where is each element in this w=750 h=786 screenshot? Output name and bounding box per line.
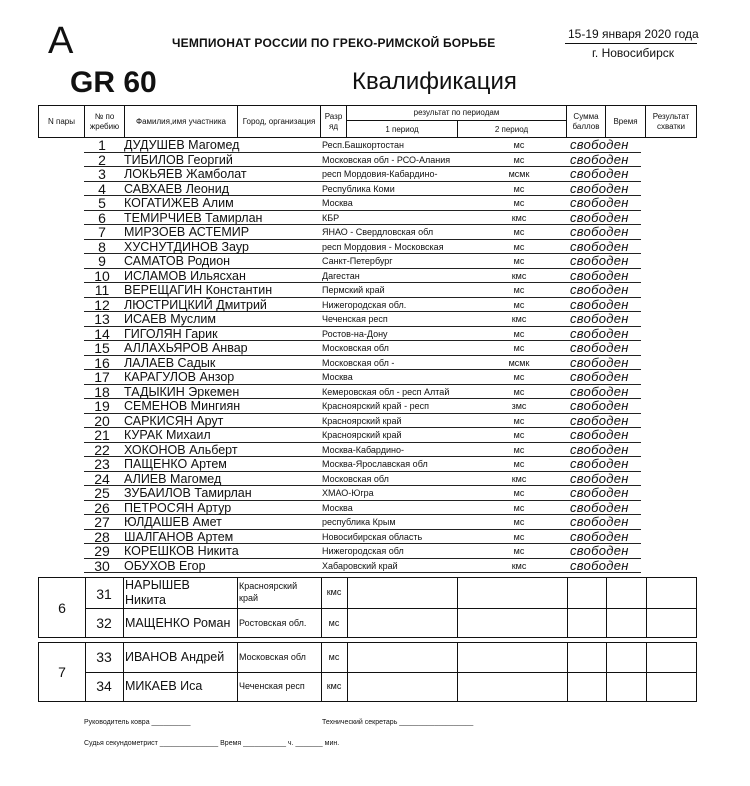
draw-no: 3 [98, 166, 106, 182]
participant-name: ЗУБАИЛОВ Тамирлан [124, 486, 252, 500]
dates-underline [565, 43, 697, 44]
participant-name: СЕМЕНОВ Мингиян [124, 399, 241, 413]
table-row [84, 298, 641, 313]
draw-no: 23 [94, 456, 110, 472]
status-free: свободен [570, 311, 629, 326]
draw-no: 12 [94, 296, 110, 313]
pair-group-6 [38, 577, 697, 638]
table-row [84, 414, 641, 429]
participant-name: ШАЛГАНОВ Артем [124, 529, 234, 544]
participant-city: Москва-Ярославская обл [322, 459, 428, 469]
status-free: свободен [570, 137, 629, 152]
status-free: свободен [570, 180, 629, 196]
status-free: свободен [570, 354, 629, 370]
periods-label: результат по периодам [347, 106, 566, 121]
participant-name: ХУСНУТДИНОВ Заур [124, 239, 249, 254]
status-free: свободен [570, 369, 629, 384]
status-free: свободен [570, 485, 629, 500]
participant-name: ТИБИЛОВ Георгий [124, 152, 233, 167]
table-row [84, 283, 641, 298]
draw-no: 19 [94, 398, 110, 414]
status-free: свободен [570, 209, 629, 225]
draw-no: 11 [94, 282, 110, 298]
event-city: г. Новосибирск [592, 46, 675, 60]
mat-head-signature: Руководитель ковра __________ [84, 719, 191, 726]
table-row [84, 428, 641, 443]
draw-no: 17 [94, 369, 110, 385]
draw-no: 13 [94, 311, 110, 327]
participant-city: Ростовская обл. [239, 618, 307, 628]
participant-name: ДУДУШЕВ Магомед [124, 138, 240, 152]
participant-name: КОГАТИЖЕВ Алим [124, 196, 234, 210]
participant-rank: мс [328, 618, 340, 628]
participant-city: республика Крым [322, 517, 396, 527]
draw-no: 34 [96, 678, 112, 694]
participant-rank: мс [513, 415, 525, 426]
draw-no: 26 [94, 499, 110, 516]
draw-no: 29 [94, 543, 110, 559]
participant-rank: мс [513, 183, 525, 194]
participant-city: Республика Коми [322, 183, 395, 194]
event-dates: 15-19 января 2020 года [568, 27, 699, 41]
participant-name: ИВАНОВ Андрей [125, 650, 225, 664]
participant-rank: кмс [511, 314, 527, 324]
participant-city: Московская обл [239, 652, 306, 662]
participant-rank: кмс [511, 212, 527, 223]
participant-name: АЛЛАХЬЯРОВ Анвар [124, 341, 248, 355]
participant-name: САРКИСЯН Арут [124, 413, 224, 428]
status-free: свободен [570, 427, 629, 442]
status-free: свободен [570, 383, 629, 399]
status-free: свободен [570, 514, 629, 529]
participant-rank: мс [328, 652, 340, 662]
participant-city: Хабаровский край [322, 560, 398, 571]
participant-name: ИСАЕВ Муслим [124, 312, 217, 326]
participant-city: респ Мордовия - Московская [322, 241, 444, 252]
participant-city: Красноярский край [322, 415, 402, 426]
draw-no: 33 [96, 649, 112, 665]
table-row [84, 356, 641, 371]
draw-no: 20 [94, 412, 110, 429]
table-row [84, 385, 641, 400]
draw-no: 25 [94, 485, 110, 501]
participant-rank: мс [513, 154, 525, 165]
draw-no: 15 [94, 340, 110, 356]
draw-no: 28 [94, 528, 110, 545]
col-periods [347, 106, 567, 137]
pair-group-7 [38, 642, 697, 702]
participant-name: ЮЛДАШЕВ Амет [124, 515, 222, 529]
col-sum: Сумма баллов [567, 106, 606, 137]
participant-city: Московская обл - [322, 357, 395, 368]
participant-rank: мсмк [508, 357, 530, 368]
tech-secretary-signature: Технический секретарь ___________________ [322, 719, 474, 726]
judge-time-line: Судья секундометрист _______________ Время ___________ ч. _______ мин. [84, 740, 340, 747]
status-free: свободен [570, 238, 629, 254]
participant-city: Кемеровская обл - респ Алтай [322, 386, 450, 397]
participant-city: Дагестан [322, 270, 360, 281]
draw-no: 32 [96, 615, 112, 631]
participant-rank: мс [513, 459, 525, 469]
table-row [84, 530, 641, 545]
status-free: свободен [570, 412, 629, 428]
draw-no: 5 [98, 195, 106, 211]
col-pair: N пары [39, 106, 85, 137]
participant-rank: мс [513, 328, 525, 339]
status-free: свободен [570, 282, 629, 297]
participant-name: ГИГОЛЯН Гарик [124, 326, 218, 341]
table-row [84, 138, 641, 153]
participant-rank: мс [513, 140, 525, 150]
participant-rank: мс [513, 198, 525, 208]
status-free: свободен [570, 267, 629, 283]
draw-no: 16 [94, 354, 110, 371]
participant-rank: мс [513, 285, 525, 295]
participant-rank: мс [513, 227, 525, 237]
pair-number: 7 [39, 643, 86, 701]
participant-rank: мс [513, 430, 525, 440]
col-period-2: 2 период [494, 124, 529, 134]
draw-no: 22 [94, 441, 110, 458]
participant-rank: мс [513, 444, 525, 455]
participant-rank: мс [513, 502, 525, 513]
draw-no: 30 [94, 557, 110, 574]
status-free: свободен [570, 224, 629, 239]
status-free: свободен [570, 528, 629, 544]
participant-rank: мс [513, 241, 525, 252]
participant-city: Красноярский [239, 581, 298, 591]
participant-name: ТЕМИРЧИЕВ Тамирлан [124, 210, 263, 225]
table-row [84, 225, 641, 240]
participant-rank: кмс [511, 270, 527, 281]
participant-name: ЛАЛАЕВ Садык [124, 355, 216, 370]
participant-name: ПАЩЕНКО Артем [124, 457, 227, 471]
col-rank: Разр яд [321, 106, 347, 137]
participant-name: МИКАЕВ Иса [125, 679, 203, 693]
weight-category: GR 60 [70, 66, 157, 99]
participant-city: Санкт-Петербург [322, 256, 393, 266]
status-free: свободен [570, 195, 629, 210]
participant-rank: мс [513, 546, 525, 556]
draw-no: 10 [94, 267, 110, 284]
participant-name: ХОКОНОВ Альберт [124, 442, 238, 457]
participant-rank: мсмк [508, 169, 530, 179]
draw-no: 7 [98, 224, 106, 240]
table-row [84, 167, 641, 182]
participant-city: Москва [322, 502, 353, 513]
participant-city: ХМАО-Югра [322, 488, 374, 498]
table-row [84, 486, 641, 501]
status-free: свободен [570, 253, 629, 268]
table-row [84, 312, 641, 327]
table-row [84, 254, 641, 269]
draw-no: 14 [94, 325, 110, 342]
participant-rank: кмс [326, 587, 342, 597]
status-free: свободен [570, 456, 629, 471]
participant-city: Московская обл [322, 343, 389, 353]
participant-city: Нижегородская обл [322, 546, 404, 556]
col-period-1: 1 период [347, 121, 458, 137]
participant-city: Пермский край [322, 285, 385, 295]
participant-name: ОБУХОВ Егор [124, 558, 206, 573]
table-row [84, 544, 641, 559]
participant-firstname: Никита [125, 593, 166, 607]
participant-name: САВХАЕВ Леонид [124, 181, 229, 196]
participant-city: Москва [322, 372, 353, 382]
participant-city: Новосибирская область [322, 531, 423, 542]
draw-no: 18 [94, 383, 110, 400]
participant-name: ВЕРЕЩАГИН Константин [124, 283, 273, 297]
participant-city: Красноярский край - респ [322, 401, 429, 411]
table-row [84, 196, 641, 211]
participant-rank: кмс [326, 681, 342, 691]
table-row [84, 443, 641, 458]
participant-name: КАРАГУЛОВ Анзор [124, 370, 235, 384]
participant-name: МИРЗОЕВ АСТЕМИР [124, 225, 250, 239]
draw-no: 27 [94, 514, 110, 530]
document-title: ЧЕМПИОНАТ РОССИИ ПО ГРЕКО-РИМСКОЙ БОРЬБЕ [172, 36, 496, 50]
col-time: Время [606, 106, 646, 137]
draw-no: 6 [98, 209, 106, 226]
participant-name: САМАТОВ Родион [124, 254, 231, 268]
status-free: свободен [570, 441, 629, 457]
col-name: Фамилия,имя участника [125, 106, 238, 137]
status-free: свободен [570, 398, 629, 413]
draw-no: 24 [94, 470, 110, 487]
participant-name: ЛОКЬЯЕВ Жамболат [124, 167, 247, 181]
participant-rank: мс [513, 343, 525, 353]
draw-no: 9 [98, 253, 106, 269]
participant-city: Москва [322, 198, 353, 208]
stage-title: Квалификация [352, 68, 517, 95]
table-header [38, 105, 697, 138]
participant-rank: мс [513, 372, 525, 382]
participant-name: КУРАК Михаил [124, 428, 211, 442]
status-free: свободен [570, 499, 629, 515]
participant-city: ЯНАО - Свердловская обл [322, 227, 434, 237]
participant-rank: мс [513, 256, 525, 266]
table-row [84, 457, 641, 472]
participant-rank: мс [513, 299, 525, 310]
participant-rank: змс [511, 401, 527, 411]
table-row [84, 269, 641, 284]
status-free: свободен [570, 166, 629, 181]
participant-name: ТАДЫКИН Эркемен [124, 384, 240, 399]
participant-city: респ Мордовия-Кабардино- [322, 169, 438, 179]
table-row [84, 153, 641, 168]
draw-no: 31 [96, 586, 112, 602]
participant-city: Чеченская респ [322, 314, 388, 324]
participant-name: КОРЕШКОВ Никита [124, 544, 239, 558]
participant-name: МАЩЕНКО Роман [125, 616, 231, 630]
status-free: свободен [570, 340, 629, 355]
participant-city: Москва-Кабардино- [322, 444, 404, 455]
status-free: свободен [570, 543, 629, 558]
draw-no: 21 [94, 427, 110, 443]
draw-no: 4 [98, 180, 106, 197]
table-row [84, 501, 641, 516]
participant-rank: мс [513, 531, 525, 542]
draw-no: 1 [98, 137, 106, 153]
col-draw-no: № по жребию [85, 106, 125, 137]
status-free: свободен [570, 557, 629, 573]
draw-no: 8 [98, 238, 106, 255]
participant-city: Нижегородская обл. [322, 299, 407, 310]
table-row [84, 515, 641, 530]
status-free: свободен [570, 151, 629, 167]
participant-city: Чеченская респ [239, 681, 305, 691]
table-row [84, 370, 641, 385]
participant-rank: мс [513, 386, 525, 397]
sheet-letter: A [48, 20, 74, 62]
table-row [84, 399, 641, 414]
participant-name: АЛИЕВ Магомед [124, 471, 222, 486]
table-row [84, 211, 641, 226]
pair-number: 6 [39, 578, 86, 637]
participant-name: ИСЛАМОВ Ильясхан [124, 268, 246, 283]
participant-city: КБР [322, 212, 340, 223]
participant-rank: кмс [511, 560, 527, 571]
participant-city: Московская обл [322, 473, 389, 484]
table-row [84, 559, 641, 574]
participant-city: Московская обл - РСО-Алания [322, 154, 451, 165]
status-free: свободен [570, 296, 629, 312]
participant-city: Респ.Башкортостан [322, 140, 404, 150]
participant-surname: НАРЫШЕВ [125, 578, 190, 592]
col-city: Город, организация [238, 106, 321, 137]
table-row [84, 182, 641, 197]
participant-rank: мс [513, 488, 525, 498]
status-free: свободен [570, 325, 629, 341]
participant-rank: мс [513, 517, 525, 527]
participant-city-line2: край [239, 593, 258, 603]
participant-city: Красноярский край [322, 430, 402, 440]
col-result: Результат схватки [652, 111, 690, 131]
participant-name: ЛЮСТРИЦКИЙ Дмитрий [124, 297, 267, 312]
draw-no: 2 [98, 151, 106, 168]
participant-rank: кмс [511, 473, 527, 484]
table-row [84, 472, 641, 487]
status-free: свободен [570, 470, 629, 486]
table-row [84, 240, 641, 255]
participant-name: ПЕТРОСЯН Артур [124, 500, 232, 515]
table-row [84, 327, 641, 342]
table-row [84, 341, 641, 356]
participant-city: Ростов-на-Дону [322, 328, 388, 339]
